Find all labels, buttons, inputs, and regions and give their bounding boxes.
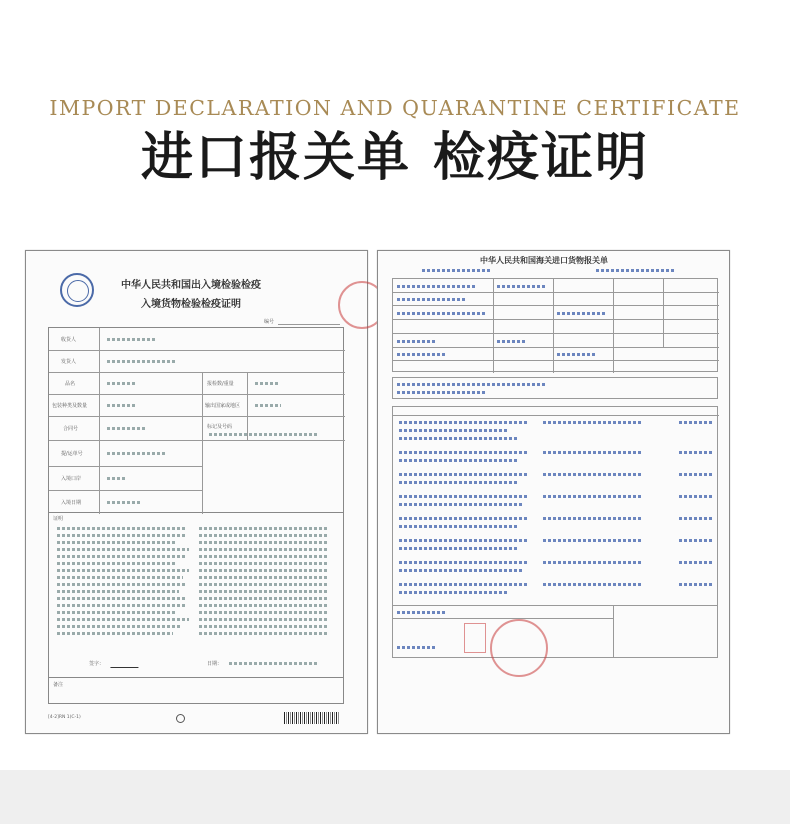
signature [110,653,143,668]
title-cn-part1: 进口报关单 [140,128,411,188]
row-label-packing: 包装种类及数量 [52,403,88,409]
declaration-footer-table [392,606,718,658]
certificate-barcode [284,712,340,724]
row-label-consignee: 收货人 [61,337,77,343]
ciq-logo-icon [60,273,94,307]
row-label-consignor: 发货人 [61,359,77,365]
ciq-footer-logo-icon [176,714,185,723]
certificate-footer-code: [4-2]RN 1(C-1) [48,715,81,720]
row-label-product: 品名 [65,381,76,387]
row-label-contract: 合同号 [63,426,79,432]
certificate-result-section [48,513,344,678]
date-label: 日期： [207,661,223,667]
row-label-bill: 提/运单号 [61,451,83,457]
title-english: IMPORT DECLARATION AND QUARANTINE CERTIFICATE [49,96,741,120]
row-label-date: 入境日期 [61,500,82,506]
declaration-heading: 中华人民共和国海关进口货物报关单 [480,256,608,265]
row-label-marks: 标记及号码 [207,424,233,430]
quarantine-certificate [25,250,368,734]
remark-label: 备注 [53,682,64,688]
sign-label: 签字： [89,661,105,667]
row-label-port: 入境口岸 [61,476,82,482]
row-label-quantity: 报检数/重量 [207,381,234,387]
declaration-marks-box [392,377,718,399]
certificate-heading-line1: 中华人民共和国出入境检验检疫 [121,280,261,291]
declaration-goods-table [392,406,718,606]
title-cn-part2: 检疫证明 [433,128,650,188]
declaration-header-table [392,278,718,372]
red-stamp-customs [490,619,548,677]
row-label-origin: 输出国家或地区 [205,403,241,409]
customs-declaration [377,250,730,734]
footer-band [0,770,790,824]
red-stamp-small [464,623,486,653]
certificate-table [48,327,344,513]
result-label: 证明 [53,516,64,522]
certificate-heading-line2: 入境货物检验检疫证明 [141,299,241,310]
title-chinese [0,128,790,188]
certificate-no-label: 编号 [264,319,275,325]
remark-section [48,678,344,704]
